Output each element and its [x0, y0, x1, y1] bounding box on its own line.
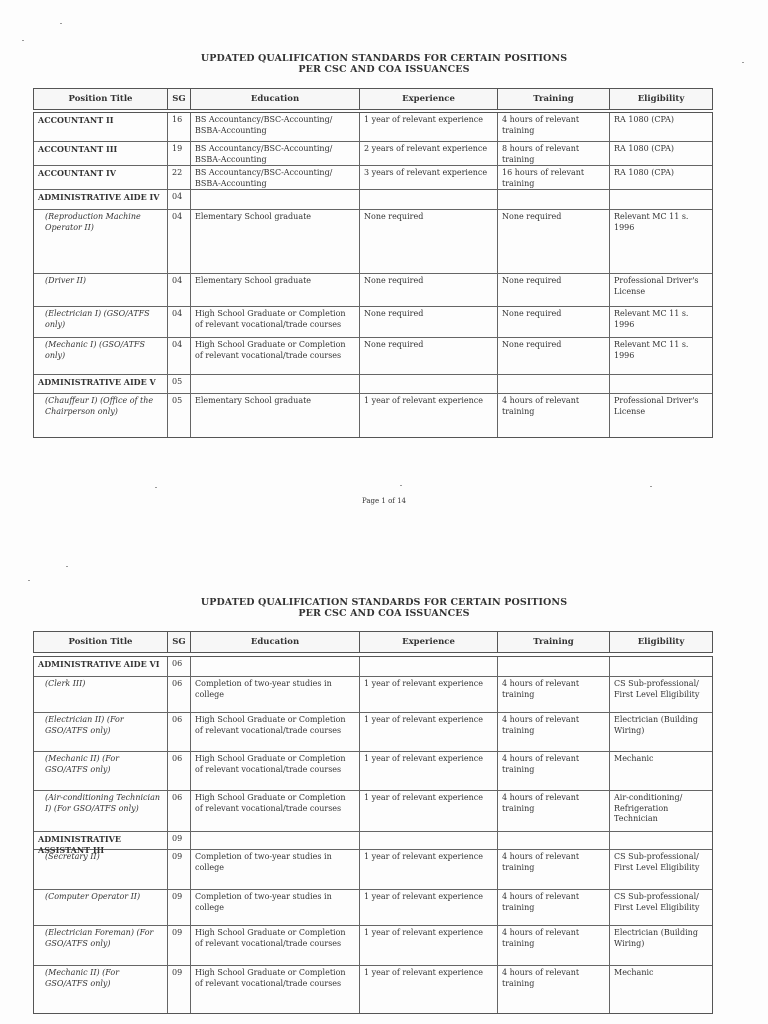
education-cell: Elementary School graduate — [190, 394, 359, 437]
table-row — [34, 657, 712, 677]
position-title-cell: (Electrician Foreman) (For GSO/ATFS only) — [45, 928, 154, 948]
eligibility-cell — [609, 657, 712, 676]
table-row — [34, 142, 712, 166]
position-title-cell: ADMINISTRATIVE AIDE V — [38, 377, 156, 387]
training-cell: None required — [497, 274, 609, 306]
education-cell: BS Accountancy/BSC-Accounting/ BSBA-Accounting — [190, 166, 359, 189]
training-cell: None required — [497, 307, 609, 337]
table-row — [34, 375, 712, 394]
position-title-cell: (Chauffeur I) (Office of the Chairperson only) — [45, 396, 154, 416]
position-title-cell: (Mechanic II) (For GSO/ATFS only) — [45, 968, 120, 988]
table-row — [34, 394, 712, 437]
position-title-cell: (Electrician I) (GSO/ATFS only) — [45, 309, 150, 329]
position-title-cell: (Air-conditioning Technician I) (For GSO/ATFS only) — [45, 793, 160, 813]
sg-cell: 09 — [167, 926, 190, 965]
training-cell: 4 hours of relevant training — [497, 713, 609, 751]
table-row — [34, 677, 712, 713]
training-cell: 4 hours of relevant training — [497, 677, 609, 712]
sg-cell: 04 — [167, 274, 190, 306]
header-eligibility: Eligibility — [609, 89, 712, 109]
experience-cell: None required — [359, 210, 497, 273]
page-2-title-line-2: PER CSC AND COA ISSUANCES — [298, 608, 470, 619]
table-row — [34, 190, 712, 210]
page-1-title — [0, 53, 768, 75]
scan-speck — [28, 580, 30, 581]
education-cell: Completion of two-year studies in college — [190, 890, 359, 925]
training-cell: 4 hours of relevant training — [497, 850, 609, 889]
header-sg: SG — [167, 632, 190, 652]
education-cell — [190, 375, 359, 393]
experience-cell: None required — [359, 274, 497, 306]
page-2-table — [33, 656, 713, 1014]
experience-cell: 1 year of relevant experience — [359, 752, 497, 790]
sg-cell: 09 — [167, 966, 190, 1013]
education-cell: High School Graduate or Completion of relevant vocational/trade courses — [190, 338, 359, 374]
page-2-table-header — [33, 631, 713, 653]
training-cell: 4 hours of relevant training — [497, 752, 609, 790]
position-title-cell: (Clerk III) — [45, 679, 86, 688]
training-cell — [497, 375, 609, 393]
scan-speck — [66, 566, 68, 567]
table-row — [34, 307, 712, 338]
education-cell: Completion of two-year studies in college — [190, 850, 359, 889]
eligibility-cell: CS Sub-professional/ First Level Eligibility — [609, 850, 712, 889]
table-row — [34, 791, 712, 832]
page-2-title-line-1: UPDATED QUALIFICATION STANDARDS FOR CERTAIN POSITIONS — [200, 597, 568, 608]
table-row — [34, 850, 712, 890]
training-cell: 4 hours of relevant training — [497, 926, 609, 965]
experience-cell: 1 year of relevant experience — [359, 890, 497, 925]
training-cell — [497, 190, 609, 209]
education-cell: High School Graduate or Completion of relevant vocational/trade courses — [190, 307, 359, 337]
sg-cell: 06 — [167, 657, 190, 676]
experience-cell: None required — [359, 338, 497, 374]
header-position-title: Position Title — [68, 94, 133, 104]
education-cell — [190, 657, 359, 676]
sg-cell: 04 — [167, 338, 190, 374]
sg-cell: 06 — [167, 713, 190, 751]
experience-cell: 1 year of relevant experience — [359, 926, 497, 965]
experience-cell: 1 year of relevant experience — [359, 113, 497, 141]
table-row — [34, 210, 712, 274]
training-cell: 4 hours of relevant training — [497, 890, 609, 925]
eligibility-cell: Electrician (Building Wiring) — [609, 926, 712, 965]
training-cell: 16 hours of relevant training — [497, 166, 609, 189]
eligibility-cell: CS Sub-professional/ First Level Eligibility — [609, 890, 712, 925]
header-education: Education — [190, 89, 359, 109]
sg-cell: 04 — [167, 210, 190, 273]
eligibility-cell: Relevant MC 11 s. 1996 — [609, 307, 712, 337]
training-cell: 4 hours of relevant training — [497, 966, 609, 1013]
header-education: Education — [190, 632, 359, 652]
training-cell — [497, 832, 609, 849]
table-row — [34, 890, 712, 926]
experience-cell: 1 year of relevant experience — [359, 677, 497, 712]
eligibility-cell: Relevant MC 11 s. 1996 — [609, 338, 712, 374]
experience-cell: 1 year of relevant experience — [359, 791, 497, 831]
eligibility-cell: Relevant MC 11 s. 1996 — [609, 210, 712, 273]
table-row — [34, 166, 712, 190]
position-title-cell: ACCOUNTANT III — [38, 144, 118, 154]
sg-cell: 06 — [167, 677, 190, 712]
education-cell: BS Accountancy/BSC-Accounting/ BSBA-Accounting — [190, 113, 359, 141]
position-title-cell: (Driver II) — [45, 276, 86, 285]
eligibility-cell: RA 1080 (CPA) — [609, 166, 712, 189]
header-sg: SG — [167, 89, 190, 109]
experience-cell — [359, 832, 497, 849]
experience-cell: 1 year of relevant experience — [359, 394, 497, 437]
sg-cell: 09 — [167, 832, 190, 849]
education-cell — [190, 190, 359, 209]
education-cell: Elementary School graduate — [190, 210, 359, 273]
page-2-title — [0, 597, 768, 619]
table-row — [34, 274, 712, 307]
header-position-title: Position Title — [68, 637, 133, 647]
sg-cell: 19 — [167, 142, 190, 165]
experience-cell — [359, 375, 497, 393]
header-experience: Experience — [359, 632, 497, 652]
sg-cell: 05 — [167, 394, 190, 437]
scan-speck — [400, 485, 402, 486]
experience-cell: 3 years of relevant experience — [359, 166, 497, 189]
sg-cell: 09 — [167, 850, 190, 889]
eligibility-cell: Mechanic — [609, 752, 712, 790]
experience-cell: 1 year of relevant experience — [359, 966, 497, 1013]
header-experience: Experience — [359, 89, 497, 109]
training-cell: 8 hours of relevant training — [497, 142, 609, 165]
eligibility-cell — [609, 832, 712, 849]
scan-speck — [742, 62, 744, 63]
table-row — [34, 113, 712, 142]
training-cell: 4 hours of relevant training — [497, 113, 609, 141]
scan-speck — [155, 487, 157, 488]
training-cell: 4 hours of relevant training — [497, 394, 609, 437]
experience-cell — [359, 657, 497, 676]
sg-cell: 05 — [167, 375, 190, 393]
position-title-cell: ADMINISTRATIVE AIDE IV — [38, 192, 160, 202]
position-title-cell: ACCOUNTANT II — [38, 115, 114, 125]
education-cell: Elementary School graduate — [190, 274, 359, 306]
position-title-cell: ADMINISTRATIVE AIDE VI — [38, 659, 160, 669]
education-cell: High School Graduate or Completion of relevant vocational/trade courses — [190, 926, 359, 965]
sg-cell: 04 — [167, 190, 190, 209]
page-1-title-line-1: UPDATED QUALIFICATION STANDARDS FOR CERTAIN POSITIONS — [200, 53, 568, 64]
experience-cell: 2 years of relevant experience — [359, 142, 497, 165]
education-cell — [190, 832, 359, 849]
sg-cell: 22 — [167, 166, 190, 189]
eligibility-cell — [609, 190, 712, 209]
scan-speck — [650, 486, 652, 487]
education-cell: High School Graduate or Completion of relevant vocational/trade courses — [190, 791, 359, 831]
table-row — [34, 966, 712, 1013]
eligibility-cell: Professional Driver's License — [609, 394, 712, 437]
eligibility-cell: RA 1080 (CPA) — [609, 142, 712, 165]
page-1-table-header — [33, 88, 713, 110]
training-cell: None required — [497, 338, 609, 374]
position-title-cell: (Computer Operator II) — [45, 892, 141, 901]
position-title-cell: (Electrician II) (For GSO/ATFS only) — [45, 715, 124, 735]
experience-cell — [359, 190, 497, 209]
eligibility-cell: CS Sub-professional/ First Level Eligibility — [609, 677, 712, 712]
eligibility-cell: Electrician (Building Wiring) — [609, 713, 712, 751]
eligibility-cell: Professional Driver's License — [609, 274, 712, 306]
table-row — [34, 752, 712, 791]
table-row — [34, 338, 712, 375]
training-cell — [497, 657, 609, 676]
eligibility-cell: Mechanic — [609, 966, 712, 1013]
training-cell: None required — [497, 210, 609, 273]
position-title-cell: (Secretary II) — [45, 852, 100, 861]
page-number: Page 1 of 14 — [361, 497, 407, 505]
page-1-title-line-2: PER CSC AND COA ISSUANCES — [298, 64, 470, 75]
education-cell: High School Graduate or Completion of relevant vocational/trade courses — [190, 966, 359, 1013]
position-title-cell: (Mechanic II) (For GSO/ATFS only) — [45, 754, 120, 774]
position-title-cell: ACCOUNTANT IV — [38, 168, 116, 178]
sg-cell: 06 — [167, 752, 190, 790]
sg-cell: 04 — [167, 307, 190, 337]
position-title-cell: (Mechanic I) (GSO/ATFS only) — [45, 340, 145, 360]
header-training: Training — [497, 632, 609, 652]
header-training: Training — [497, 89, 609, 109]
sg-cell: 06 — [167, 791, 190, 831]
scan-speck — [22, 40, 24, 41]
eligibility-cell: RA 1080 (CPA) — [609, 113, 712, 141]
education-cell: Completion of two-year studies in college — [190, 677, 359, 712]
eligibility-cell — [609, 375, 712, 393]
education-cell: High School Graduate or Completion of relevant vocational/trade courses — [190, 752, 359, 790]
sg-cell: 09 — [167, 890, 190, 925]
education-cell: High School Graduate or Completion of relevant vocational/trade courses — [190, 713, 359, 751]
experience-cell: 1 year of relevant experience — [359, 713, 497, 751]
training-cell: 4 hours of relevant training — [497, 791, 609, 831]
header-eligibility: Eligibility — [609, 632, 712, 652]
experience-cell: 1 year of relevant experience — [359, 850, 497, 889]
table-row — [34, 713, 712, 752]
position-title-cell: ADMINISTRATIVE ASSISTANT III — [38, 834, 121, 855]
scan-speck — [60, 23, 62, 24]
page-1-table — [33, 112, 713, 438]
experience-cell: None required — [359, 307, 497, 337]
eligibility-cell: Air-conditioning/ Refrigeration Technician — [609, 791, 712, 831]
table-row — [34, 832, 712, 855]
position-title-cell: (Reproduction Machine Operator II) — [45, 212, 141, 232]
education-cell: BS Accountancy/BSC-Accounting/ BSBA-Accounting — [190, 142, 359, 165]
sg-cell: 16 — [167, 113, 190, 141]
table-row — [34, 926, 712, 966]
